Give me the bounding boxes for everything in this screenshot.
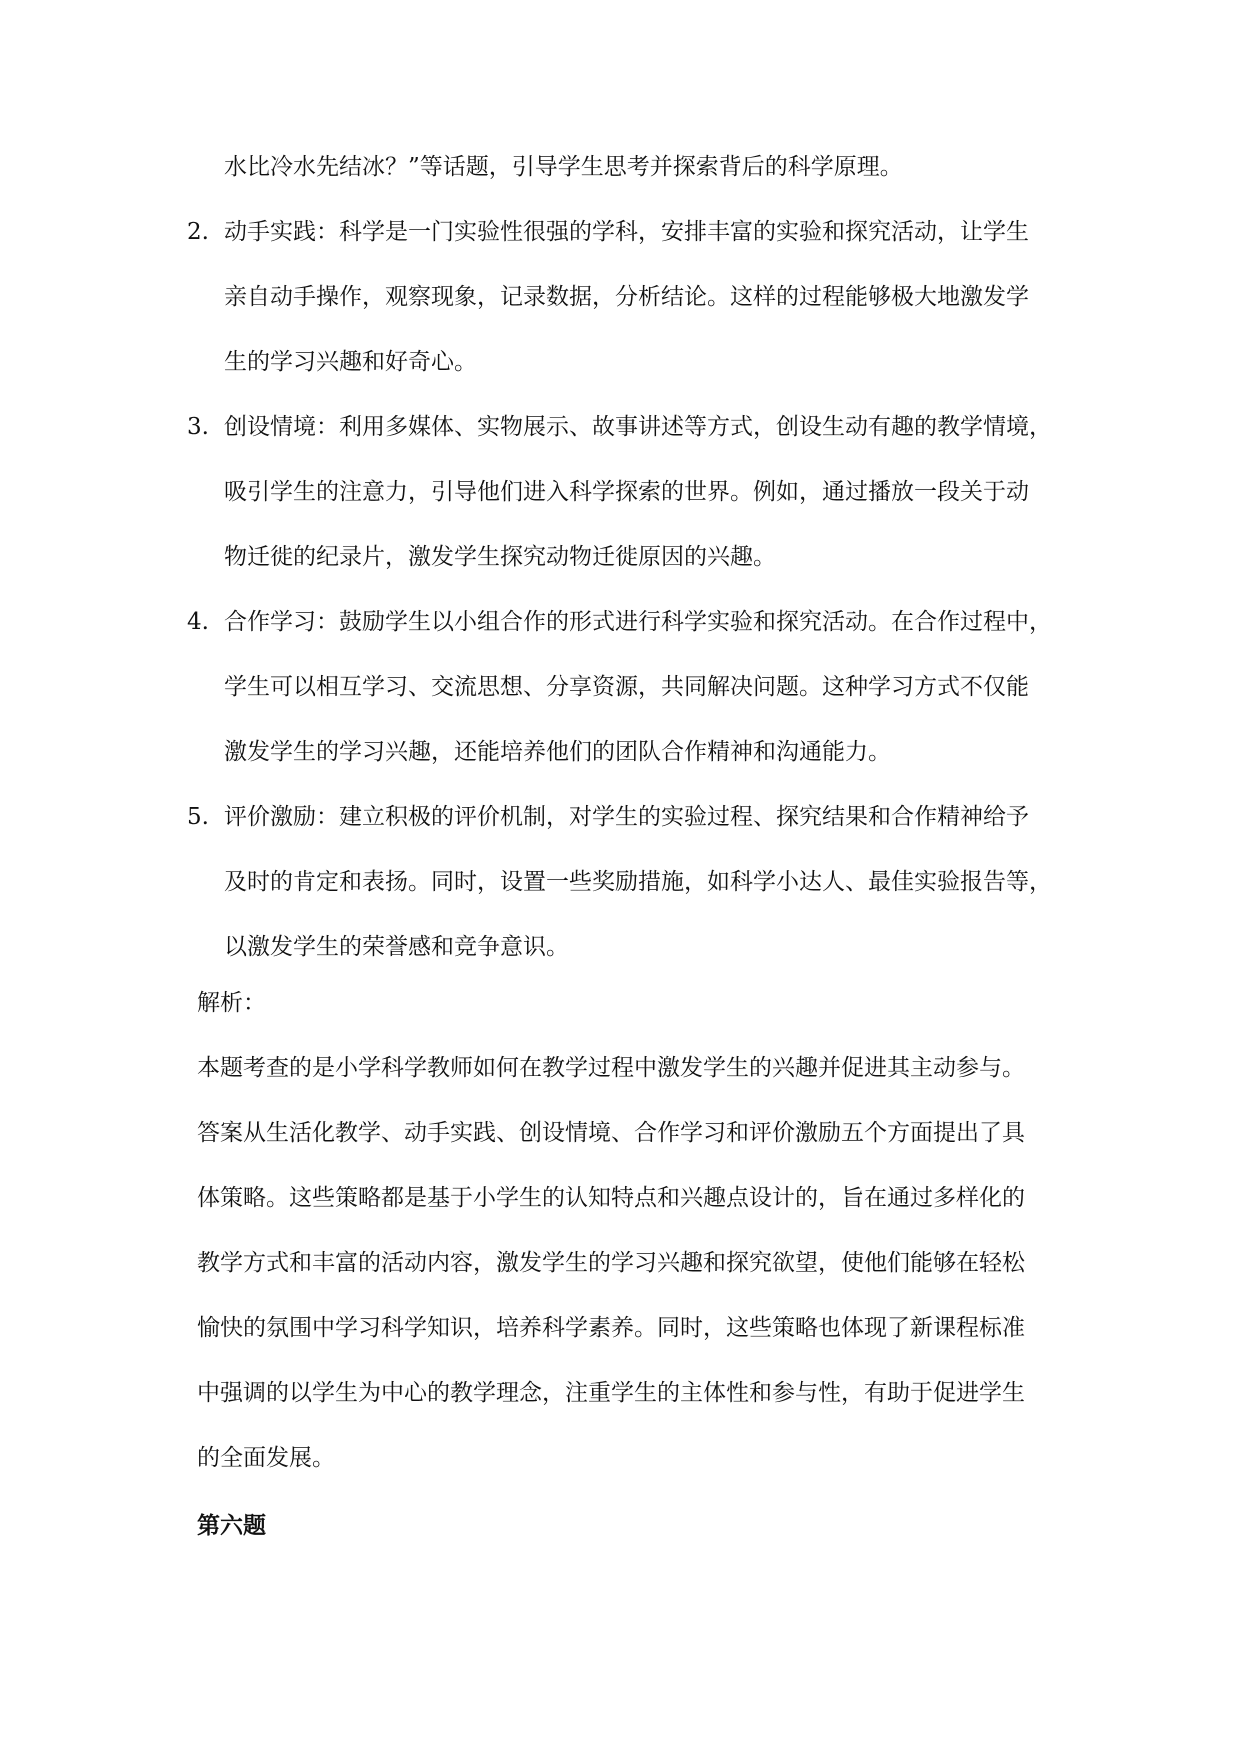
item-3-line-3: 物迁徙的纪录片，激发学生探究动物迁徙原因的兴趣。 (224, 544, 776, 570)
item-4-line-3: 激发学生的学习兴趣，还能培养他们的团队合作精神和沟通能力。 (224, 739, 891, 765)
item-5-line-2: 及时的肯定和表扬。同时，设置一些奖励措施，如科学小达人、最佳实验报告等， (224, 869, 1052, 895)
analysis-line-2: 答案从生活化教学、动手实践、创设情境、合作学习和评价激励五个方面提出了具 (197, 1120, 1025, 1146)
item-2-line-2: 亲自动手操作，观察现象，记录数据，分析结论。这样的过程能够极大地激发学 (224, 284, 1029, 310)
item-2-line-1: 动手实践：科学是一门实验性很强的学科，安排丰富的实验和探究活动，让学生 (224, 219, 1029, 245)
item-5-line-3: 以激发学生的荣誉感和竞争意识。 (224, 934, 569, 960)
item-3-number: 3. (187, 414, 209, 440)
analysis-line-7: 的全面发展。 (197, 1445, 335, 1471)
analysis-line-1: 本题考查的是小学科学教师如何在教学过程中激发学生的兴趣并促进其主动参与。 (197, 1055, 1025, 1081)
item-2-number: 2. (187, 219, 209, 245)
item-1-continuation: 水比冷水先结冰？”等话题，引导学生思考并探索背后的科学原理。 (224, 154, 903, 180)
item-3-line-2: 吸引学生的注意力，引导他们进入科学探索的世界。例如，通过播放一段关于动 (224, 479, 1029, 505)
analysis-line-3: 体策略。这些策略都是基于小学生的认知特点和兴趣点设计的，旨在通过多样化的 (197, 1185, 1025, 1211)
item-5-line-1: 评价激励：建立积极的评价机制，对学生的实验过程、探究结果和合作精神给予 (224, 804, 1029, 830)
item-2-line-3: 生的学习兴趣和好奇心。 (224, 349, 477, 375)
item-4-line-2: 学生可以相互学习、交流思想、分享资源，共同解决问题。这种学习方式不仅能 (224, 674, 1029, 700)
item-4-number: 4. (187, 609, 209, 635)
section-title: 第六题 (197, 1513, 266, 1539)
item-5-number: 5. (187, 804, 209, 830)
analysis-line-5: 愉快的氛围中学习科学知识，培养科学素养。同时，这些策略也体现了新课程标准 (197, 1315, 1025, 1341)
analysis-line-4: 教学方式和丰富的活动内容，激发学生的学习兴趣和探究欲望，使他们能够在轻松 (197, 1250, 1025, 1276)
item-3-line-1: 创设情境：利用多媒体、实物展示、故事讲述等方式，创设生动有趣的教学情境， (224, 414, 1052, 440)
analysis-line-6: 中强调的以学生为中心的教学理念，注重学生的主体性和参与性，有助于促进学生 (197, 1380, 1025, 1406)
analysis-label: 解析： (197, 990, 266, 1016)
item-4-line-1: 合作学习：鼓励学生以小组合作的形式进行科学实验和探究活动。在合作过程中， (224, 609, 1052, 635)
